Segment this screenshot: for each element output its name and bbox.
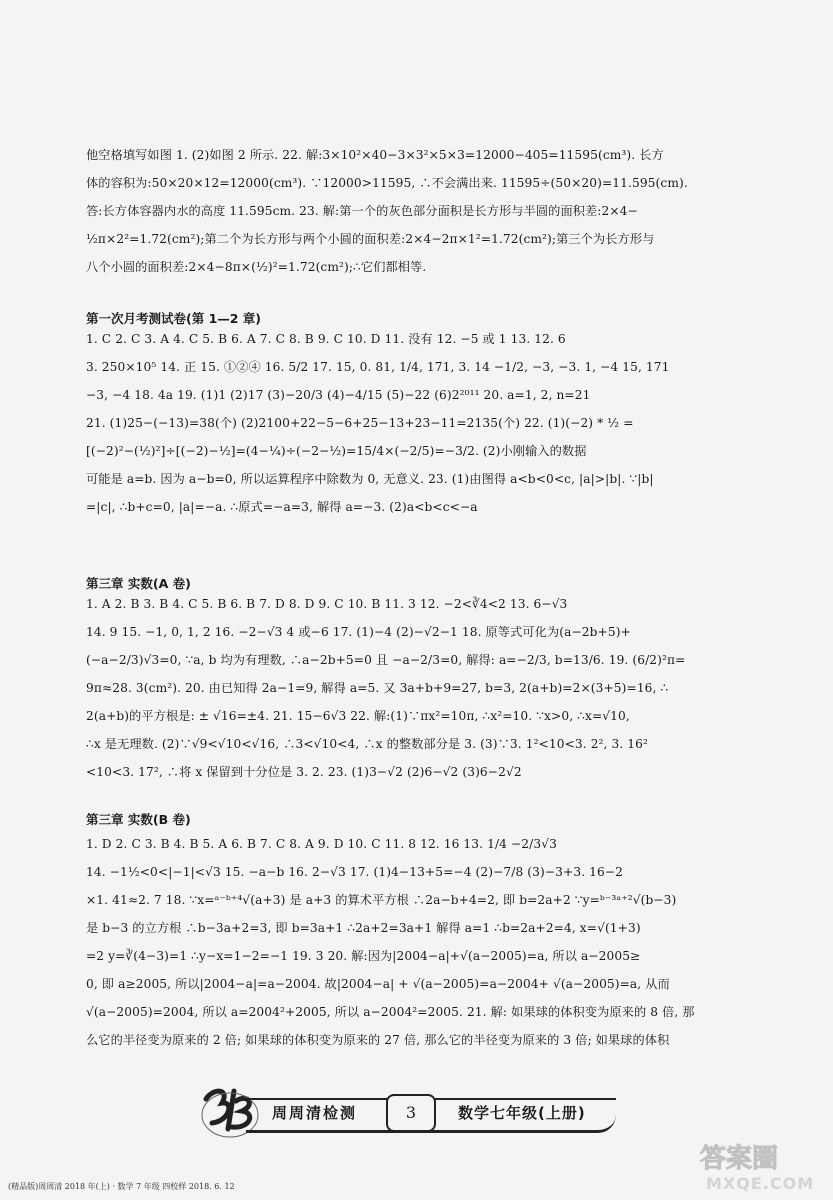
book-title: 数学七年级(上册): [458, 1104, 586, 1122]
text-line: [(−2)²−(½)²]÷[(−2)−½]=(4−¼)÷(−2−½)=15/4×(−2/5)=−3/2. (2)小刚输入的数据: [86, 444, 587, 458]
text-line: 1. D 2. C 3. B 4. B 5. A 6. B 7. C 8. A 9. D 10. C 11. 8 12. 16 13. 1/4 −2/3√3: [86, 837, 557, 851]
text-line: ½π×2²=1.72(cm²);第二个为长方形与两个小圆的面积差:2×4−2π×1²=1.72(cm²);第三个为长方形与: [86, 232, 655, 246]
text-line: 3. 250×10⁵ 14. 正 15. ①②④ 16. 5/2 17. 15, 0. 81, 1/4, 171, 3. 14 −1/2, −3, −3. 1, −4 15, 171: [86, 360, 670, 374]
section-title: 第一次月考测试卷(第 1—2 章): [86, 311, 262, 326]
text-line: 体的容积为:50×20×12=12000(cm³). ∵12000>11595, ∴不会满出来. 11595÷(50×20)=11.595(cm).: [86, 176, 688, 190]
text-line: <10<3. 17², ∴将 x 保留到十分位是 3. 2. 23. (1)3−√2 (2)6−√2 (3)6−2√2: [86, 765, 522, 779]
text-line: 是 b−3 的立方根 ∴b−3a+2=3, 即 b=3a+1 ∴2a+2=3a+1 解得 a=1 ∴b=2a+2=4, x=√(1+3): [86, 921, 641, 935]
text-line: 14. 9 15. −1, 0, 1, 2 16. −2−√3 4 或−6 17. (1)−4 (2)−√2−1 18. 原等式可化为(a−2b+5)+: [86, 625, 631, 639]
text-line: 答:长方体容器内水的高度 11.595cm. 23. 解:第一个的灰色部分面积是长方形与半圆的面积差:2×4−: [86, 204, 638, 218]
text-line: 可能是 a=b. 因为 a−b=0, 所以运算程序中除数为 0, 无意义. 23. (1)由图得 a<b<0<c, |a|>|b|. ∵|b|: [86, 472, 654, 486]
section-title: 第三章 实数(A 卷): [86, 576, 191, 591]
text-line: 21. (1)25−(−13)=38(个) (2)2100+22−5−6+25−13+23−11=2135(个) 22. (1)(−2) * ½ =: [86, 416, 634, 430]
brand-name: 周周清检测: [272, 1104, 358, 1122]
text-line: (−a−2/3)√3=0, ∵a, b 均为有理数, ∴a−2b+5=0 且 −a−2/3=0, 解得: a=−2/3, b=13/6. 19. (6/2)²π=: [86, 653, 686, 667]
page-number: 3: [386, 1094, 436, 1132]
text-line: 2(a+b)的平方根是: ± √16=±4. 21. 15−6√3 22. 解:(1)∵πx²=10π, ∴x²=10. ∵x>0, ∴x=√10,: [86, 709, 630, 723]
text-line: 9π≈28. 3(cm²). 20. 由已知得 2a−1=9, 解得 a=5. 又 3a+b+9=27, b=3, 2(a+b)=2×(3+5)=16, ∴: [86, 681, 669, 695]
watermark-url: MXQE.COM: [706, 1174, 815, 1193]
text-line: −3, −4 18. 4a 19. (1)1 (2)17 (3)−20/3 (4)−4/15 (5)−22 (6)2²⁰¹¹ 20. a=1, 2, n=21: [86, 388, 591, 402]
print-info: (精品版)周周清 2018 年(上) · 数学 7 年级 四校样 2018. 6. 12: [8, 1182, 235, 1191]
text-line: ∴x 是无理数. (2)∵√9<√10<√16, ∴3<√10<4, ∴x 的整数部分是 3. (3)∵3. 1²<10<3. 2², 3. 16²: [86, 737, 648, 751]
text-line: =2 y=∛(4−3)=1 ∴y−x=1−2=−1 19. 3 20. 解:因为|2004−a|+√(a−2005)=a, 所以 a−2005≥: [86, 949, 641, 963]
text-line: 14. −1½<0<|−1|<√3 15. −a−b 16. 2−√3 17. (1)4−13+5=−4 (2)−7/8 (3)−3+3. 16−2: [86, 865, 624, 879]
text-line: 1. A 2. B 3. B 4. C 5. B 6. B 7. D 8. D 9. C 10. B 11. 3 12. −2<∛4<2 13. 6−√3: [86, 597, 568, 611]
text-line: 0, 即 a≥2005, 所以|2004−a|=a−2004. 故|2004−a| + √(a−2005)=a−2004+ √(a−2005)=a, 从而: [86, 977, 670, 991]
text-line: 1. C 2. C 3. A 4. C 5. B 6. A 7. C 8. B 9. C 10. D 11. 没有 12. −5 或 1 13. 12. 6: [86, 332, 566, 346]
text-line: 他空格填写如图 1. (2)如图 2 所示. 22. 解:3×10²×40−3×3²×5×3=12000−405=11595(cm³). 长方: [86, 148, 664, 162]
text-line: 八个小圆的面积差:2×4−8π×(½)²=1.72(cm²);∴它们都相等.: [86, 260, 427, 274]
section-body: [86, 590, 736, 786]
continuation-block: [86, 141, 736, 281]
watermark-logo: 答案圈: [700, 1144, 779, 1174]
text-line: √(a−2005)=2004, 所以 a=2004²+2005, 所以 a−2004²=2005. 21. 解: 如果球的体积变为原来的 8 倍, 那: [86, 1005, 695, 1019]
section-body: [86, 325, 736, 521]
watermark: [700, 1138, 828, 1196]
text-line: ×1. 41≈2. 7 18. ∵x=ᵃ⁻ᵇ⁺⁴√(a+3) 是 a+3 的算术平方根 ∴2a−b+4=2, 即 b=2a+2 ∵y=ᵇ⁻³ᵃ⁺²√(b−3): [86, 893, 677, 907]
text-line: 么它的半径变为原来的 2 倍; 如果球的体积变为原来的 27 倍, 那么它的半径变为原来的 3 倍; 如果球的体积: [86, 1033, 670, 1047]
section-body: [86, 830, 736, 1054]
page-footer: [200, 1080, 620, 1150]
text-line: =|c|, ∴b+c=0, |a|=−a. ∴原式=−a=3, 解得 a=−3. (2)a<b<c<−a: [86, 500, 478, 514]
section-title: 第三章 实数(B 卷): [86, 812, 191, 827]
